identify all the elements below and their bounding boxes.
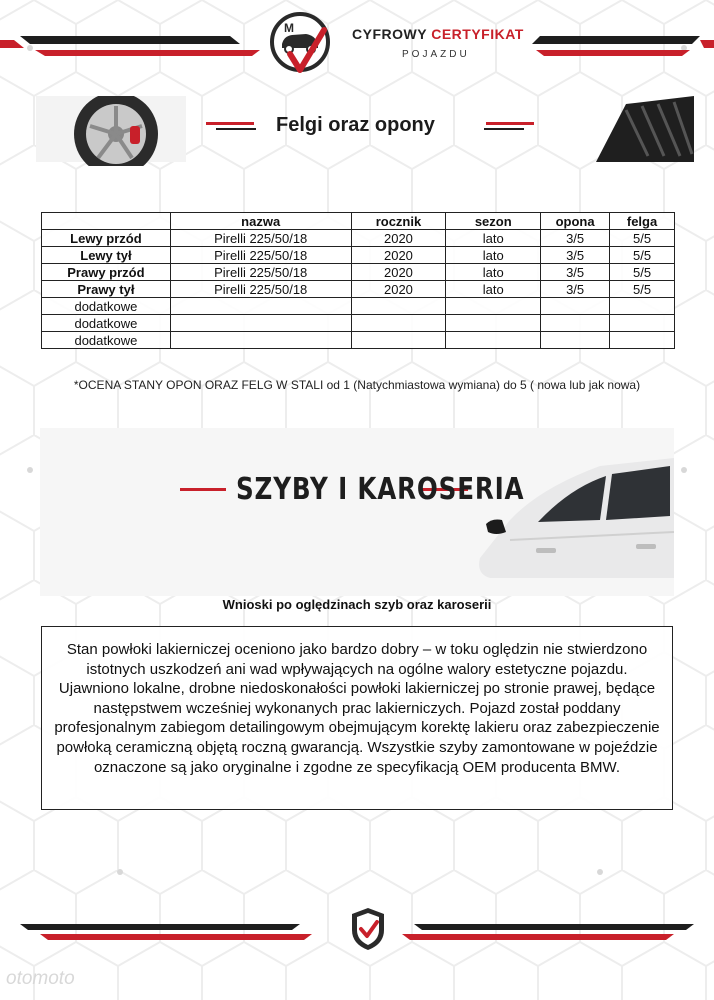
cell-rim: 5/5 xyxy=(610,264,675,281)
conclusions-box xyxy=(41,626,673,810)
shield-car-check-icon xyxy=(270,10,334,78)
cell-name xyxy=(170,315,351,332)
cell-tyre: 3/5 xyxy=(541,247,610,264)
wheel-image xyxy=(36,96,186,166)
cell-season: lato xyxy=(446,281,541,298)
cell-name xyxy=(170,332,351,349)
row-label: Lewy tył xyxy=(42,247,171,264)
cell-rim xyxy=(610,298,675,315)
rating-footnote: *OCENA STANY OPON ORAZ FELG W STALI od 1 (Natychmiastowa wymiana) do 5 ( nowa lub jak nowa) xyxy=(73,378,641,392)
tyres-banner xyxy=(36,96,694,166)
column-header-name: nazwa xyxy=(170,213,351,230)
cell-tyre: 3/5 xyxy=(541,230,610,247)
conclusions-heading: Wnioski po oględzinach szyb oraz karoserii xyxy=(222,597,492,612)
cell-year xyxy=(351,332,446,349)
cell-season xyxy=(446,315,541,332)
cell-rim: 5/5 xyxy=(610,230,675,247)
table-row xyxy=(42,230,675,247)
cell-tyre xyxy=(541,315,610,332)
cell-season xyxy=(446,332,541,349)
header xyxy=(0,0,714,90)
brand-title-part1: CYFROWY xyxy=(352,26,427,42)
cell-rim: 5/5 xyxy=(610,247,675,264)
tyres-section-title: Felgi oraz opony xyxy=(276,114,435,136)
cell-tyre: 3/5 xyxy=(541,264,610,281)
cell-season: lato xyxy=(446,264,541,281)
tyres-table xyxy=(41,212,675,349)
cell-year xyxy=(351,298,446,315)
column-header xyxy=(42,213,171,230)
row-label: dodatkowe xyxy=(42,298,171,315)
column-header-tyre: opona xyxy=(541,213,610,230)
body-banner xyxy=(40,428,674,596)
conclusions-text: Stan powłoki lakierniczej oceniono jako bardzo dobry – w toku oględzin nie stwierdzono istotnych uszkodzeń ani wad wpływających na ogólne walory estetyczne pojazdu. Ujawniono lokalne, drobne niedoskonałości powłoki lakierniczej po stronie prawej, będące następstwem wcześniej wykonanych prac lakierniczych. Pojazd został poddany profesjonalnym zabiegom detailingowym obejmującym korektę lakieru oraz zabezpieczenie powłoką ceramiczną objętą roczną gwarancją. Wszystkie szyby zamontowane w pojeździe oznaczone są jako oryginalne i zgodne ze specyfikacją OEM producenta BMW. xyxy=(54,641,660,776)
brand-title-part2: CERTYFIKAT xyxy=(431,26,524,42)
cell-year: 2020 xyxy=(351,230,446,247)
footer xyxy=(0,900,714,1000)
table-row xyxy=(42,298,675,315)
cell-season: lato xyxy=(446,247,541,264)
brand-subtitle: POJAZDU xyxy=(402,49,470,60)
cell-rim: 5/5 xyxy=(610,281,675,298)
cell-rim xyxy=(610,332,675,349)
table-header-row xyxy=(42,213,675,230)
column-header-season: sezon xyxy=(446,213,541,230)
watermark-text: otomoto xyxy=(6,968,75,989)
table-row xyxy=(42,315,675,332)
shield-check-icon xyxy=(350,906,386,952)
table-row xyxy=(42,264,675,281)
cell-season: lato xyxy=(446,230,541,247)
row-label: Prawy przód xyxy=(42,264,171,281)
column-header-year: rocznik xyxy=(351,213,446,230)
cell-rim xyxy=(610,315,675,332)
body-section-title: SZYBY I KAROSERIA xyxy=(236,472,525,507)
cell-tyre: 3/5 xyxy=(541,281,610,298)
row-label: Prawy tył xyxy=(42,281,171,298)
body-banner-graphics xyxy=(40,428,674,596)
cell-tyre xyxy=(541,332,610,349)
cell-year: 2020 xyxy=(351,247,446,264)
table-row xyxy=(42,332,675,349)
column-header-rim: felga xyxy=(610,213,675,230)
table-row xyxy=(42,247,675,264)
row-label: Lewy przód xyxy=(42,230,171,247)
tyre-image xyxy=(596,96,694,162)
row-label: dodatkowe xyxy=(42,315,171,332)
cell-tyre xyxy=(541,298,610,315)
cell-name: Pirelli 225/50/18 xyxy=(170,264,351,281)
cell-year xyxy=(351,315,446,332)
cell-year: 2020 xyxy=(351,264,446,281)
cell-name xyxy=(170,298,351,315)
cell-name: Pirelli 225/50/18 xyxy=(170,281,351,298)
logo-letter: M xyxy=(284,21,294,35)
cell-name: Pirelli 225/50/18 xyxy=(170,230,351,247)
cell-year: 2020 xyxy=(351,281,446,298)
brand-title xyxy=(352,26,524,42)
header-stripes xyxy=(0,0,714,90)
cell-season xyxy=(446,298,541,315)
row-label: dodatkowe xyxy=(42,332,171,349)
table-row xyxy=(42,281,675,298)
cell-name: Pirelli 225/50/18 xyxy=(170,247,351,264)
